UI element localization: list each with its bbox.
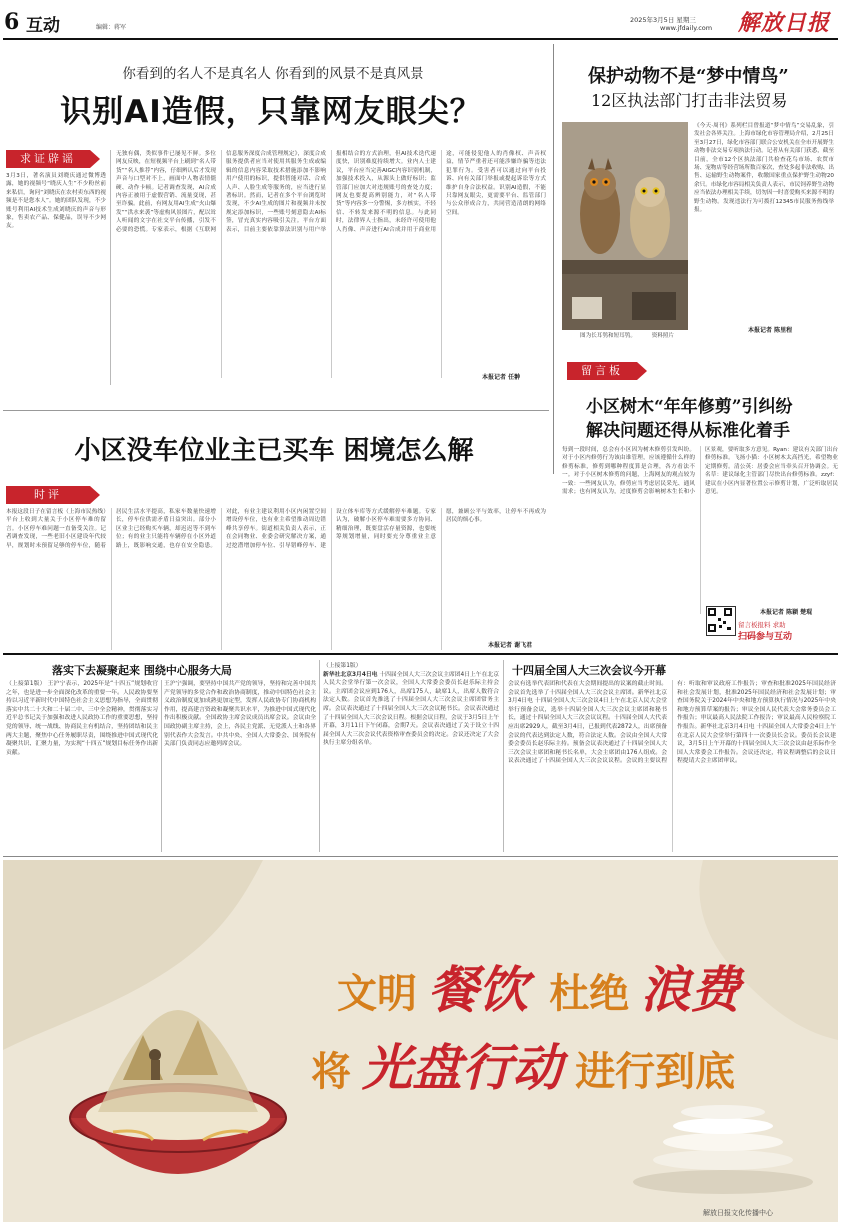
header-rule xyxy=(3,38,838,40)
photo-credit: 资料照片 xyxy=(651,333,675,339)
npc-cont-label: （上接第1版） xyxy=(323,663,362,669)
ai-article-byline: 本报记者 任翀 xyxy=(482,374,521,381)
cppcc-cont-label: （上接第1版） xyxy=(6,681,46,687)
message-board-headline-1: 小区树木“年年修剪”引纠纷 xyxy=(586,397,793,417)
poster-word-clean-plate: 光盘行动 xyxy=(362,1038,563,1097)
anti-waste-poster xyxy=(3,860,838,1222)
poster-word-to-the-end: 进行到底 xyxy=(575,1049,736,1095)
ai-article-body: 无独有偶，类似事件已屡见不鲜。多位网友反映，在短视频平台上刷到“名人带货”“名人推荐”内容，仔细辨认后才发现声音与口型对不上，画面中人物表情僵硬、动作卡顿。记者调查发现，AI合成内容正被用于虚假营销、流量变现，甚至诈骗。此前，有网友用AI生成“火山爆发”“洪水来袭”等虚构风景图片，配以耸人听闻的文字在社交平台传播，引发不必要的恐慌。专家表示，根据《互联网信息服务深度合成管理规定》，深度合成服务提供者应当对使用其服务生成或编辑的信息内容采取技术措施添加不影响用户使用的标识，提供智能对话、合成人声、人脸生成等服务的，应当进行显著标识。然而，记者在多个平台浏览时发现，不少AI生成的图片和视频并未按规定添加标识，一些账号刻意隐去AI标签，冒充真实内容吸引关注。平台方面表示，目前主要依靠算法识别与用户举报相结合的方式治理，但AI技术迭代速度快，识别难度持续增大。业内人士建议，平台应当完善AIGC内容识别机制，加强技术投入，从源头上做好标识；监管部门应加大对违规账号的查处力度；网友也要提高辨别能力，对“名人带货”等内容多一分警惕，多方核实，不轻信、不转发来源不明的信息。与此同时，法律界人士指出，未经许可使用他人肖像、声音进行AI合成并用于商业用途，可能侵犯他人的肖像权、声音权益，情节严重者还可能涉嫌诈骗等违法犯罪行为。受害者可以通过向平台投诉、向有关部门举报或提起诉讼等方式维护自身合法权益。识别AI造假，不能只靠网友眼尖，更需要平台、监管部门与公众形成合力，共同营造清朗的网络空间。 xyxy=(116,151,546,233)
message-board-tag: 留言板 xyxy=(567,362,637,380)
owl-photo xyxy=(562,122,688,330)
photo-caption-text: 图为长耳鸮和短耳鸮。 xyxy=(580,333,636,339)
npc-presidium-text: 十四届全国人大三次会议主席团4日上午在北京人民大会堂举行第一次会议，全国人大常委会委员长赵乐际主持会议。主席团会议应到176人，出席175人，缺席1人，出席人数符合法定人数。会议首先推选了十四届全国人大三次会议主席团常务主席。会议表决通过了十四届全国人大三次会议秘书长。会议表决通过了十四届全国人大三次会议日程。根据会议日程，会议于3月5日上午开幕，3月11日下午闭幕，会期7天。会议表决通过了关于设立十四届全国人大三次会议代表资格审查委员会的决定。会议还决定了大会执行主席分组名单。 xyxy=(323,671,499,747)
message-board-body: 每到一段时间，总会有小区因为树木修剪引发纠纷。对于小区内修剪行为该由谁管理，应该遵循什么样的修剪标准，修剪到哪种程度算是合理，各方看法不一。对于小区树木修剪的问题，上海网友的观点较为一致：一些网友认为，修剪应当考虑居民采光、通风需求；也有网友认为，过度修剪会影响树木生长和小区景观，要听取多方意见。Ryan：建议有关部门出台修剪标准。飞扬小猫：小区树木太高挡光，希望物业定期修剪。清公英：居委会应当牵头召开协调会。无名草：建议绿化主管部门尽快出台修剪标准。zzyf：建议在小区内显著位置公示修剪计划，广泛听取居民意见。 xyxy=(562,447,838,496)
scan-sub-label: 留言板报料 求助 xyxy=(738,621,786,629)
owls-illustration xyxy=(562,122,688,330)
poster-word-will: 将 xyxy=(311,1049,351,1095)
website-url: www.jfdaily.com xyxy=(660,24,713,32)
message-board-headline-2: 解决问题还得从标准化着手 xyxy=(586,421,790,441)
poster-credit: 解放日报文化传播中心 xyxy=(703,1209,773,1217)
page-number: 6 xyxy=(4,9,20,35)
cppcc-body-1-text: 王沪宁表示，2025年是“十四五”规划收官之年，也是进一步全面深化改革的重要一年。人民政协要坚持以习近平新时代中国特色社会主义思想为指导，全面贯彻落实中共二十大和二十届二中、三中全会精神，贯彻落实习近平总书记关于加强和改进人民政协工作的重要思想，坚持党的领导、统一战线、协商民主有机结合，坚持团结和民主两大主题，聚焦中心任务履职尽责，围绕推进中国式现代化凝聚共识、汇聚力量，为实现“十四五”规划目标任务作出新贡献。 xyxy=(6,681,158,756)
photo-caption xyxy=(580,332,690,342)
message-board-byline: 本报记者 陈颖 楚琨 xyxy=(760,609,813,616)
paper-logo: 解放日报 xyxy=(738,10,831,36)
animal-article-byline: 本报记者 陈里程 xyxy=(748,327,793,334)
poster-line-2 xyxy=(311,1028,735,1100)
ai-article-lead: 3月3日，著名演员刘晓庆通过微博透露，她的视频号“晓庆人生”不少粉丝前来私信，询问“刘晓庆在农村卖东西的视频是不是您本人”。她的团队发现，不少账号利用AI技术生成刘晓庆的声音与形象，售卖农产品、保健品，误导不少网友。 xyxy=(6,173,106,230)
commentary-tag: 时评 xyxy=(6,486,90,504)
cppcc-body-2: 王沪宁强调，要坚持中国共产党的领导，坚持和完善中国共产党领导的多党合作和政治协商制度，推动中国特色社会主义政治制度更加成熟更加定型，发挥人民政协专门协商机构作用，提高建言资政和凝聚共识水平，为推进中国式现代化作出积极贡献。全国政协主席会议成员出席会议。会议由全国政协副主席主持，会上，各民主党派、无党派人士和各界别代表作大会发言。中共中央、全国人大常委会、国务院有关部门负责同志应邀列席会议。 xyxy=(164,681,316,748)
npc-dateline: 新华社北京3月4日电 xyxy=(323,671,378,678)
ai-article-headline: 识别AI造假，只靠网友眼尖？ xyxy=(60,94,482,130)
issue-date: 2025年3月5日 星期三 xyxy=(630,16,696,24)
fact-check-tag: 求证辟谣 xyxy=(6,150,90,168)
poster-line-1 xyxy=(337,950,740,1022)
poster-word-waste: 浪费 xyxy=(640,960,741,1019)
section-title: 互动 xyxy=(26,16,60,36)
cppcc-headline: 落实下去凝聚起来 围绕中心服务大局 xyxy=(52,664,232,677)
npc-opening-headline: 十四届全国人大三次会议今开幕 xyxy=(512,664,666,677)
qr-code[interactable] xyxy=(706,606,736,636)
poster-word-civilized: 文明 xyxy=(337,971,417,1017)
parking-article-headline: 小区没车位业主已买车 困境怎么解 xyxy=(74,436,474,466)
npc-presidium-body xyxy=(323,662,499,852)
page-header xyxy=(0,0,841,40)
npc-opening-body: 会议有选举代表团和代表在大会期间提出的议案的截止时间。会议首先选举了十四届全国人大三次会议主席团。新华社北京3月4日电 十四届全国人大三次会议4日上午在北京人民大会堂举行预备会议，选举十四届全国人大三次会议主席团和秘书长，通过十四届全国人大三次会议议程。十四届全国人大代表应出席2929人，截至3月4日，已报到代表2872人，出席预备会议的代表达到法定人数，符合法定人数。会议由全国人大常委会委员长赵乐际主持。预备会议表决通过了十四届全国人大三次会议主席团和秘书长名单，大会主席团由176人组成。会议表决通过了十四届全国人大三次会议议程。会议的主要议程有：听取和审议政府工作报告；审查和批准2025年国民经济和社会发展计划，批准2025年国民经济和社会发展计划；审查国务院关于2024年中央和地方预算执行情况与2025年中央和地方预算草案的报告；审议全国人民代表大会常务委员会工作报告；审议最高人民法院工作报告；审议最高人民检察院工作报告。新华社北京3月4日电 十四届全国人大常委会4日上午在北京人民大会堂举行第四十一次委员长会议。委员长会议建议，3月5日上午开幕的十四届全国人大三次会议由赵乐际作全国人大常委会工作报告。会议还决定，将议程调整后的会议日程提请大会主席团审议。 xyxy=(508,681,836,765)
poster-word-dining: 餐饮 xyxy=(428,960,529,1019)
scan-label[interactable]: 扫码参与互动 xyxy=(738,632,793,642)
parking-article-body: 本报这段日子在留言板（上海市民热线）平台上收到大量关于小区停车难的留言。小区停车难问题一直备受关注。记者调查发现，一些老旧小区建设年代较早，规划时未预留足够的停车位，随着居民生活水平提高，私家车数量快速增长，停车位供需矛盾日益突出。部分小区业主已经购买车辆，却迟迟等不到车位；有的业主只能将车辆停在小区外道路上，既影响交通，也存在安全隐患。对此，有业主建议利用小区内闲置空间增设停车位，也有业主希望推动周边错峰共享停车。街道相关负责人表示，正在会同物业、业委会研究解决方案，通过挖潜增加停车位、引导错峰停车、建设立体车库等方式缓解停车难题。专家认为，破解小区停车难需要多方协同、精细治理，既要盘活存量资源，也要统筹规划增量，同时要充分尊重业主意愿，兼顾公平与效率，让停车不再成为居民的烦心事。 xyxy=(6,509,546,549)
animal-article-body: 《今天·周刊》系列栏目曾报道“梦中情鸟”交易乱象，引发社会各界关注。上海市绿化市容管理局介绍，2月25日至3月27日，绿化市容部门联合公安机关在全市开展野生动物非法交易专项执法行动。记者从有关部门获悉，截至目前，全市12个区执法部门共检查花鸟市场、农贸市场、宠物店等经营场所数百家次，查处多起非法收购、出售、运输野生动物案件，收缴国家重点保护野生动物20余只。市绿化市容局相关负责人表示，市民饲养野生动物应当依法办理相关手续，切勿因一时喜爱购买来源不明的野生动物。发现违法行为可拨打12345市民服务热线举报。 xyxy=(694,123,834,214)
animal-article-subheadline: 12区执法部门打击非法贸易 xyxy=(591,91,788,110)
parking-article-byline: 本报记者 谢飞君 xyxy=(488,642,533,649)
editor-credit: 编辑：蒋军 xyxy=(96,24,127,31)
ai-article-kicker: 你看到的名人不是真名人 你看到的风景不是真风景 xyxy=(122,66,424,82)
poster-word-eliminate: 杜绝 xyxy=(549,971,630,1017)
qr-code-icon xyxy=(707,607,733,633)
cppcc-body-1 xyxy=(6,680,158,852)
animal-article-headline: 保护动物不是“梦中情鸟” xyxy=(588,66,789,87)
